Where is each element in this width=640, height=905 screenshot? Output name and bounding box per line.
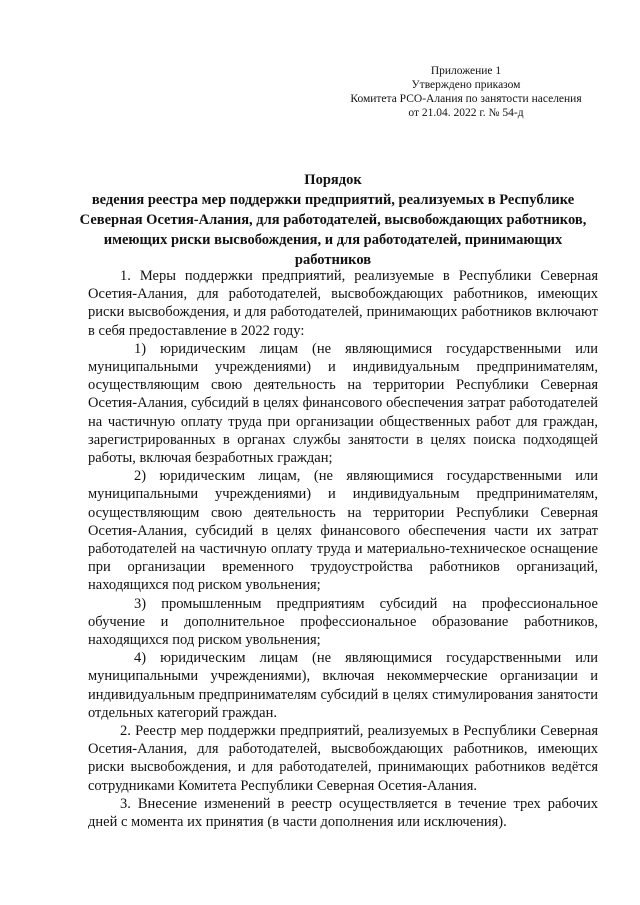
paragraph-1-item-4: 4) юридическим лицам (не являющимися государственными или муниципальными учреждениями), включая некоммерческие организации и индивидуальным предпринимателям субсидий в целях стимулирования занятости отдельных категорий граждан. bbox=[88, 650, 598, 721]
appendix-label: Приложение 1 bbox=[430, 65, 502, 77]
title-main: Порядок bbox=[304, 172, 362, 188]
paragraph-1-item-3: 3) промышленным предприятиям субсидий на профессиональное обучение и дополнительное профессиональное образование работников, находящихся под риском увольнения; bbox=[88, 595, 598, 649]
order-date-number: от 21.04. 2022 г. № 54-д bbox=[408, 107, 524, 119]
approved-by-label: Утверждено приказом bbox=[411, 79, 521, 91]
document-body bbox=[88, 267, 598, 831]
title-subtitle: ведения реестра мер поддержки предприятий, реализуемых в Республике Северная Осетия-Алания, для работодателей, высвобождающих работников, имеющих риски высвобождения, и для работодателей, принимающих работников bbox=[79, 192, 587, 268]
paragraph-1: 1. Меры поддержки предприятий, реализуемые в Республики Северная Осетия-Алания, для работодателей, высвобождающих работников, имеющих риски высвобождения, и для работодателей, принимающих работников включают в себя предоставление в 2022 году: bbox=[88, 268, 598, 339]
document-title bbox=[78, 170, 588, 270]
committee-label: Комитета РСО-Алания по занятости населения bbox=[350, 93, 582, 105]
paragraph-1-item-2: 2) юридическим лицам, (не являющимися государственными или муниципальными учреждениями) и индивидуальным предпринимателям, осуществляющим свою деятельность на территории Республики Северная Осетия-Алания, субсидий в целях финансового обеспечения части их затрат работодателей на частичную оплату труда и материально-техническое оснащение при организации временного трудоустройства работников организаций, находящихся под риском увольнения; bbox=[88, 468, 598, 594]
paragraph-1-item-1: 1) юридическим лицам (не являющимися государственными или муниципальными учреждениями) и индивидуальным предпринимателям, осуществляющим свою деятельность на территории Республики Северная Осетия-Алания, субсидий в целях финансового обеспечения затрат работодателей на частичную оплату труда при организации общественных работ для граждан, зарегистрированных в органах службы занятости в целях поиска подходящей работы, включая безработных граждан; bbox=[88, 340, 598, 467]
paragraph-2: 2. Реестр мер поддержки предприятий, реализуемых в Республики Северная Осетия-Алания, для работодателей, высвобождающих работников, имеющих риски высвобождения, и для работодателей, принимающих работников ведётся сотрудниками Комитета Республики Северная Осетия-Алания. bbox=[88, 723, 598, 794]
paragraph-3: 3. Внесение изменений в реестр осуществляется в течение трех рабочих дней с момента их принятия (в части дополнения или исключения). bbox=[88, 795, 598, 831]
approval-header bbox=[336, 64, 596, 120]
